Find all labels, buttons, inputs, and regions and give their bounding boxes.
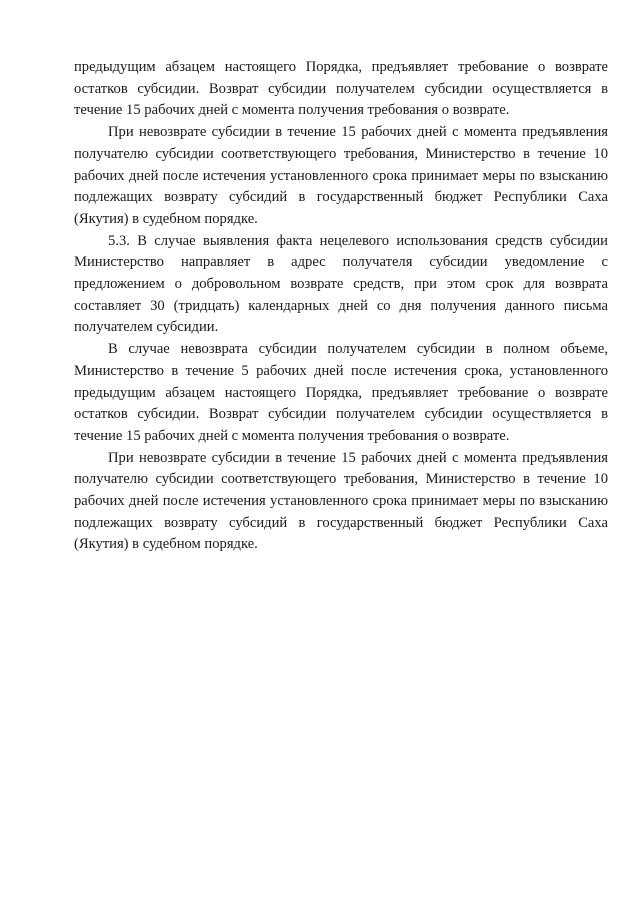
document-body	[74, 57, 608, 556]
paragraph-section-5-3: 5.3. В случае выявления факта нецелевого использования средств субсидии Министерство направляет в адрес получателя субсидии уведомление с предложением о добровольном возврате средств, при этом срок для возврата составляет 30 (тридцать) календарных дней со дня получения данного письма получателем субсидии.	[74, 232, 608, 336]
paragraph-continuation: предыдущим абзацем настоящего Порядка, предъявляет требование о возврате остатков субсидии. Возврат субсидии получателем субсидии осуществляется в течение 15 рабочих дней с момента получения требования о возврате.	[74, 59, 608, 119]
paragraph-incomplete-return: В случае невозврата субсидии получателем субсидии в полном объеме, Министерство в течение 5 рабочих дней после истечения срока, установленного предыдущим абзацем настоящего Порядка, предъявляет требование о возврате остатков субсидии. Возврат субсидии получателем субсидии осуществляется в течение 15 рабочих дней с момента получения требования о возврате.	[74, 341, 608, 444]
paragraph-nonreturn-penalty: При невозврате субсидии в течение 15 рабочих дней с момента предъявления получателю субсидии соответствующего требования, Министерство в течение 10 рабочих дней после истечения установленного срока принимает меры по взысканию подлежащих возврату субсидий в государственный бюджет Республики Саха (Якутия) в судебном порядке.	[74, 124, 608, 227]
paragraph-court-recovery: При невозврате субсидии в течение 15 рабочих дней с момента предъявления получателю субсидии соответствующего требования, Министерство в течение 10 рабочих дней после истечения установленного срока принимает меры по взысканию подлежащих возврату субсидий в государственный бюджет Республики Саха (Якутия) в судебном порядке.	[74, 449, 608, 553]
